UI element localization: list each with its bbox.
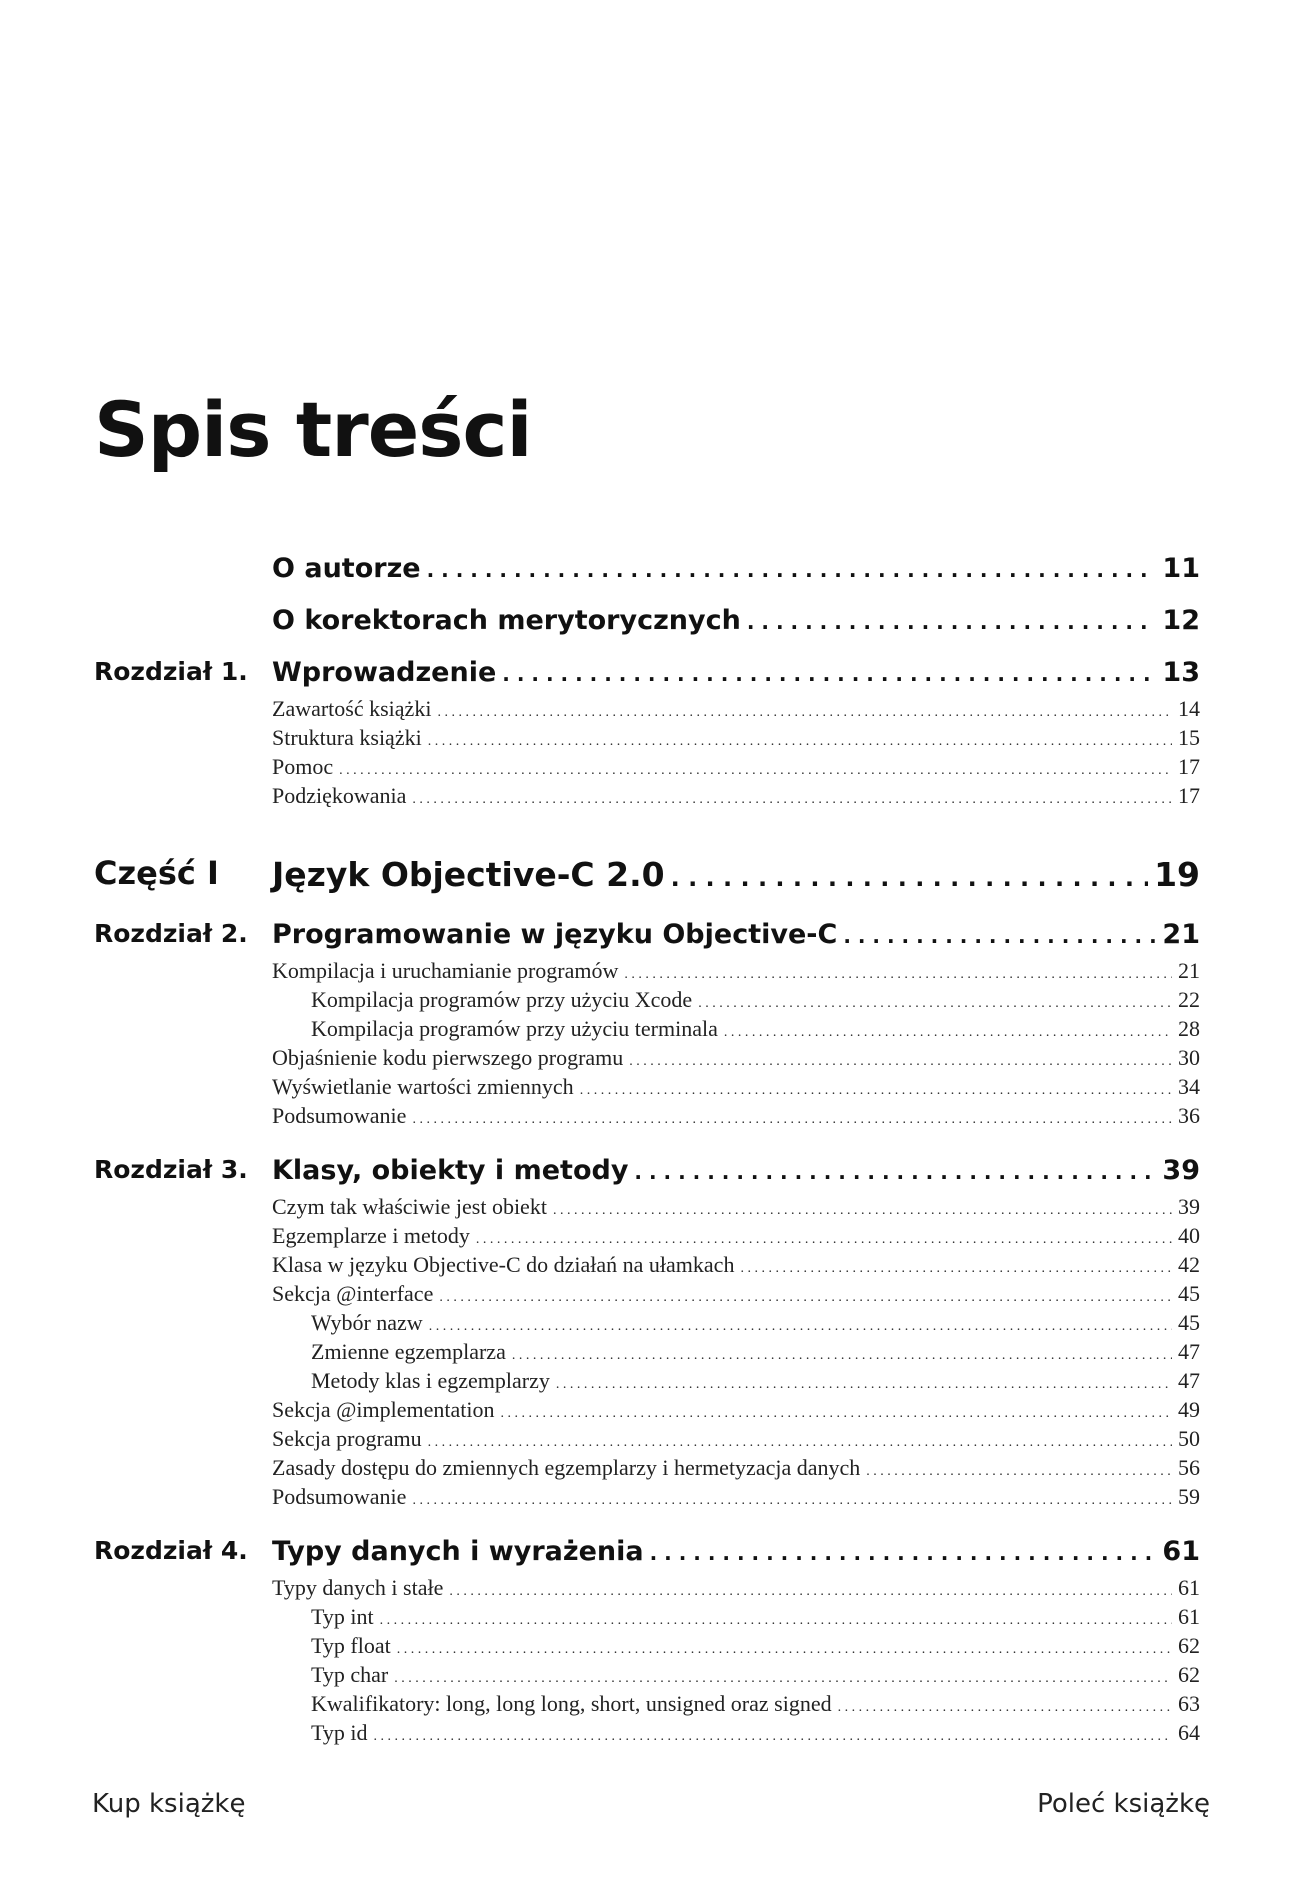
dot-leader	[412, 1484, 1172, 1510]
dot-leader	[671, 855, 1148, 894]
toc-page-number: 17	[1178, 783, 1200, 808]
recommend-book-link[interactable]: Poleć książkę	[1037, 1789, 1210, 1819]
dot-leader	[724, 1016, 1172, 1042]
dot-leader	[740, 1252, 1172, 1278]
dot-leader	[629, 1045, 1172, 1071]
toc-entry[interactable]	[311, 1604, 1200, 1630]
toc-entry-title: Podsumowanie	[272, 1484, 407, 1509]
toc-page-number: 56	[1178, 1455, 1200, 1480]
toc-page-number: 39	[1162, 1155, 1200, 1186]
toc-page-number: 15	[1178, 725, 1200, 750]
toc-entry-title: Pomoc	[272, 754, 334, 779]
toc-page-number: 39	[1178, 1194, 1200, 1219]
toc-section-row	[94, 987, 1200, 1016]
toc-entry-title: Programowanie w języku Objective-C	[272, 919, 838, 950]
toc-section-row	[94, 1281, 1200, 1310]
toc-section-row	[94, 1575, 1200, 1604]
table-of-contents	[94, 540, 1200, 1749]
toc-entry[interactable]	[272, 1426, 1200, 1452]
toc-section-row	[94, 1074, 1200, 1103]
toc-entry-title: Metody klas i egzemplarzy	[311, 1368, 550, 1393]
toc-page-number: 42	[1178, 1252, 1200, 1277]
toc-section-row	[94, 1662, 1200, 1691]
toc-chapter-label: Część I	[94, 854, 219, 892]
toc-entry[interactable]	[272, 696, 1200, 722]
toc-page-number: 13	[1162, 657, 1200, 688]
dot-leader	[500, 1397, 1172, 1423]
dot-leader	[843, 919, 1156, 950]
toc-entry-title: Kompilacja i uruchamianie programów	[272, 958, 619, 983]
toc-entry-title: Typ char	[311, 1662, 389, 1687]
dot-leader	[412, 1103, 1172, 1129]
toc-entry-title: Klasa w języku Objective-C do działań na ułamkach	[272, 1252, 735, 1277]
toc-entry[interactable]	[311, 1310, 1200, 1336]
dot-leader	[838, 1691, 1172, 1717]
dot-leader	[866, 1455, 1172, 1481]
toc-entry[interactable]	[311, 1368, 1200, 1394]
dot-leader	[339, 754, 1172, 780]
page-title: Spis treści	[94, 385, 532, 474]
toc-chapter-row	[94, 1142, 1200, 1194]
toc-entry[interactable]	[272, 1103, 1200, 1129]
toc-entry-title: Język Objective-C 2.0	[272, 855, 665, 894]
toc-entry-title: Kompilacja programów przy użyciu Xcode	[311, 987, 693, 1012]
dot-leader	[427, 553, 1157, 584]
dot-leader	[553, 1194, 1172, 1220]
toc-entry-title: Klasy, obiekty i metody	[272, 1155, 629, 1186]
toc-page-number: 47	[1178, 1368, 1200, 1393]
toc-entry[interactable]	[272, 855, 1200, 902]
toc-section-row	[94, 1194, 1200, 1223]
toc-entry[interactable]	[272, 657, 1200, 696]
toc-entry-title: Typ float	[311, 1633, 391, 1658]
toc-page-number: 22	[1178, 987, 1200, 1012]
dot-leader	[380, 1604, 1172, 1630]
toc-entry-title: Wyświetlanie wartości zmiennych	[272, 1074, 574, 1099]
toc-page-number: 64	[1178, 1720, 1200, 1745]
toc-chapter-row	[94, 540, 1200, 592]
dot-leader	[449, 1575, 1172, 1601]
toc-entry[interactable]	[311, 1720, 1200, 1746]
toc-entry-title: Zasady dostępu do zmiennych egzemplarzy i hermetyzacja danych	[272, 1455, 861, 1480]
toc-entry-title: Typ id	[311, 1720, 368, 1745]
toc-entry[interactable]	[272, 1194, 1200, 1220]
toc-page-number: 49	[1178, 1397, 1200, 1422]
toc-section-row	[94, 1691, 1200, 1720]
toc-page-number: 19	[1154, 855, 1200, 894]
toc-page-number: 14	[1178, 696, 1200, 721]
dot-leader	[437, 696, 1172, 722]
toc-entry[interactable]	[272, 1223, 1200, 1249]
dot-leader	[374, 1720, 1172, 1746]
toc-entry[interactable]	[311, 1691, 1200, 1717]
toc-page-number: 30	[1178, 1045, 1200, 1070]
toc-entry[interactable]	[272, 1252, 1200, 1278]
toc-section-row	[94, 1484, 1200, 1513]
toc-page-number: 47	[1178, 1339, 1200, 1364]
toc-entry-title: Typy danych i wyrażenia	[272, 1536, 644, 1567]
dot-leader	[634, 1155, 1156, 1186]
toc-page-number: 63	[1178, 1691, 1200, 1716]
toc-entry[interactable]	[272, 958, 1200, 984]
toc-entry-title: Wprowadzenie	[272, 657, 497, 688]
toc-section-row	[94, 1103, 1200, 1132]
toc-page-number: 62	[1178, 1633, 1200, 1658]
toc-entry[interactable]	[311, 1662, 1200, 1688]
toc-entry-title: Zawartość książki	[272, 696, 432, 721]
toc-entry[interactable]	[272, 1045, 1200, 1071]
dot-leader	[624, 958, 1172, 984]
toc-page-number: 62	[1178, 1662, 1200, 1687]
toc-entry-title: Objaśnienie kodu pierwszego programu	[272, 1045, 624, 1070]
toc-section-row	[94, 1016, 1200, 1045]
toc-entry-title: Zmienne egzemplarza	[311, 1339, 506, 1364]
toc-section-row	[94, 783, 1200, 812]
dot-leader	[476, 1223, 1172, 1249]
dot-leader	[747, 605, 1157, 636]
toc-entry-title: O autorze	[272, 553, 421, 584]
dot-leader	[512, 1339, 1172, 1365]
dot-leader	[394, 1662, 1172, 1688]
toc-page-number: 61	[1162, 1536, 1200, 1567]
dot-leader	[698, 987, 1172, 1013]
toc-entry[interactable]	[311, 1016, 1200, 1042]
toc-entry[interactable]	[272, 1536, 1200, 1575]
toc-page-number: 21	[1178, 958, 1200, 983]
toc-section-row	[94, 1397, 1200, 1426]
toc-chapter-label: Rozdział 4.	[94, 1536, 248, 1565]
toc-page-number: 61	[1178, 1575, 1200, 1600]
toc-chapter-label: Rozdział 1.	[94, 657, 248, 686]
toc-entry[interactable]	[272, 1455, 1200, 1481]
dot-leader	[412, 783, 1172, 809]
toc-page-number: 40	[1178, 1223, 1200, 1248]
toc-section-row	[94, 1223, 1200, 1252]
toc-entry[interactable]	[272, 1484, 1200, 1510]
toc-section-row	[94, 1252, 1200, 1281]
toc-section-row	[94, 1720, 1200, 1749]
toc-entry-title: O korektorach merytorycznych	[272, 605, 741, 636]
toc-entry[interactable]	[272, 1281, 1200, 1307]
toc-entry-title: Egzemplarze i metody	[272, 1223, 470, 1248]
toc-section-row	[94, 958, 1200, 987]
toc-entry[interactable]	[272, 605, 1200, 644]
toc-entry-title: Kompilacja programów przy użyciu terminala	[311, 1016, 718, 1041]
toc-section-row	[94, 754, 1200, 783]
toc-entry-title: Podziękowania	[272, 783, 407, 808]
toc-entry[interactable]	[272, 783, 1200, 809]
dot-leader	[439, 1281, 1172, 1307]
toc-chapter-row	[94, 1523, 1200, 1575]
toc-entry-title: Typy danych i stałe	[272, 1575, 444, 1600]
toc-chapter-row	[94, 592, 1200, 644]
toc-entry[interactable]	[272, 1575, 1200, 1601]
toc-section-row	[94, 725, 1200, 754]
toc-entry[interactable]	[311, 987, 1200, 1013]
toc-section-row	[94, 1455, 1200, 1484]
toc-entry[interactable]	[272, 919, 1200, 958]
toc-entry[interactable]	[311, 1633, 1200, 1659]
toc-page-number: 34	[1178, 1074, 1200, 1099]
buy-book-link[interactable]: Kup książkę	[92, 1789, 246, 1819]
toc-section-row	[94, 696, 1200, 725]
toc-chapter-label: Rozdział 2.	[94, 919, 248, 948]
dot-leader	[650, 1536, 1157, 1567]
toc-entry-title: Czym tak właściwie jest obiekt	[272, 1194, 547, 1219]
toc-section-row	[94, 1339, 1200, 1368]
toc-page-number: 28	[1178, 1016, 1200, 1041]
toc-entry-title: Typ int	[311, 1604, 374, 1629]
toc-section-row	[94, 1604, 1200, 1633]
toc-entry[interactable]	[272, 725, 1200, 751]
toc-section-row	[94, 1045, 1200, 1074]
toc-entry[interactable]	[272, 1074, 1200, 1100]
toc-page-number: 17	[1178, 754, 1200, 779]
toc-page-number: 45	[1178, 1281, 1200, 1306]
toc-entry[interactable]	[272, 754, 1200, 780]
toc-entry-title: Kwalifikatory: long, long long, short, unsigned oraz signed	[311, 1691, 832, 1716]
toc-section-row	[94, 1426, 1200, 1455]
toc-chapter-label: Rozdział 3.	[94, 1155, 248, 1184]
toc-section-row	[94, 1368, 1200, 1397]
toc-entry-title: Sekcja @implementation	[272, 1397, 495, 1422]
dot-leader	[429, 1310, 1172, 1336]
toc-page-number: 45	[1178, 1310, 1200, 1335]
dot-leader	[428, 725, 1172, 751]
toc-page-number: 59	[1178, 1484, 1200, 1509]
toc-page-number: 12	[1162, 605, 1200, 636]
dot-leader	[502, 657, 1156, 688]
toc-chapter-row	[94, 644, 1200, 696]
toc-entry[interactable]	[311, 1339, 1200, 1365]
dot-leader	[556, 1368, 1172, 1394]
toc-chapter-row	[94, 906, 1200, 958]
toc-page-number: 21	[1162, 919, 1200, 950]
toc-page-number: 36	[1178, 1103, 1200, 1128]
toc-page-number: 11	[1162, 553, 1200, 584]
toc-entry[interactable]	[272, 1397, 1200, 1423]
toc-page-number: 50	[1178, 1426, 1200, 1451]
toc-entry-title: Sekcja programu	[272, 1426, 422, 1451]
toc-entry-title: Sekcja @interface	[272, 1281, 434, 1306]
dot-leader	[397, 1633, 1172, 1659]
toc-entry-title: Podsumowanie	[272, 1103, 407, 1128]
toc-section-row	[94, 1633, 1200, 1662]
toc-entry-title: Struktura książki	[272, 725, 422, 750]
toc-entry[interactable]	[272, 1155, 1200, 1194]
toc-page-number: 61	[1178, 1604, 1200, 1629]
toc-entry[interactable]	[272, 553, 1200, 592]
toc-part-row	[94, 834, 1200, 902]
dot-leader	[580, 1074, 1172, 1100]
toc-section-row	[94, 1310, 1200, 1339]
dot-leader	[428, 1426, 1172, 1452]
toc-entry-title: Wybór nazw	[311, 1310, 423, 1335]
